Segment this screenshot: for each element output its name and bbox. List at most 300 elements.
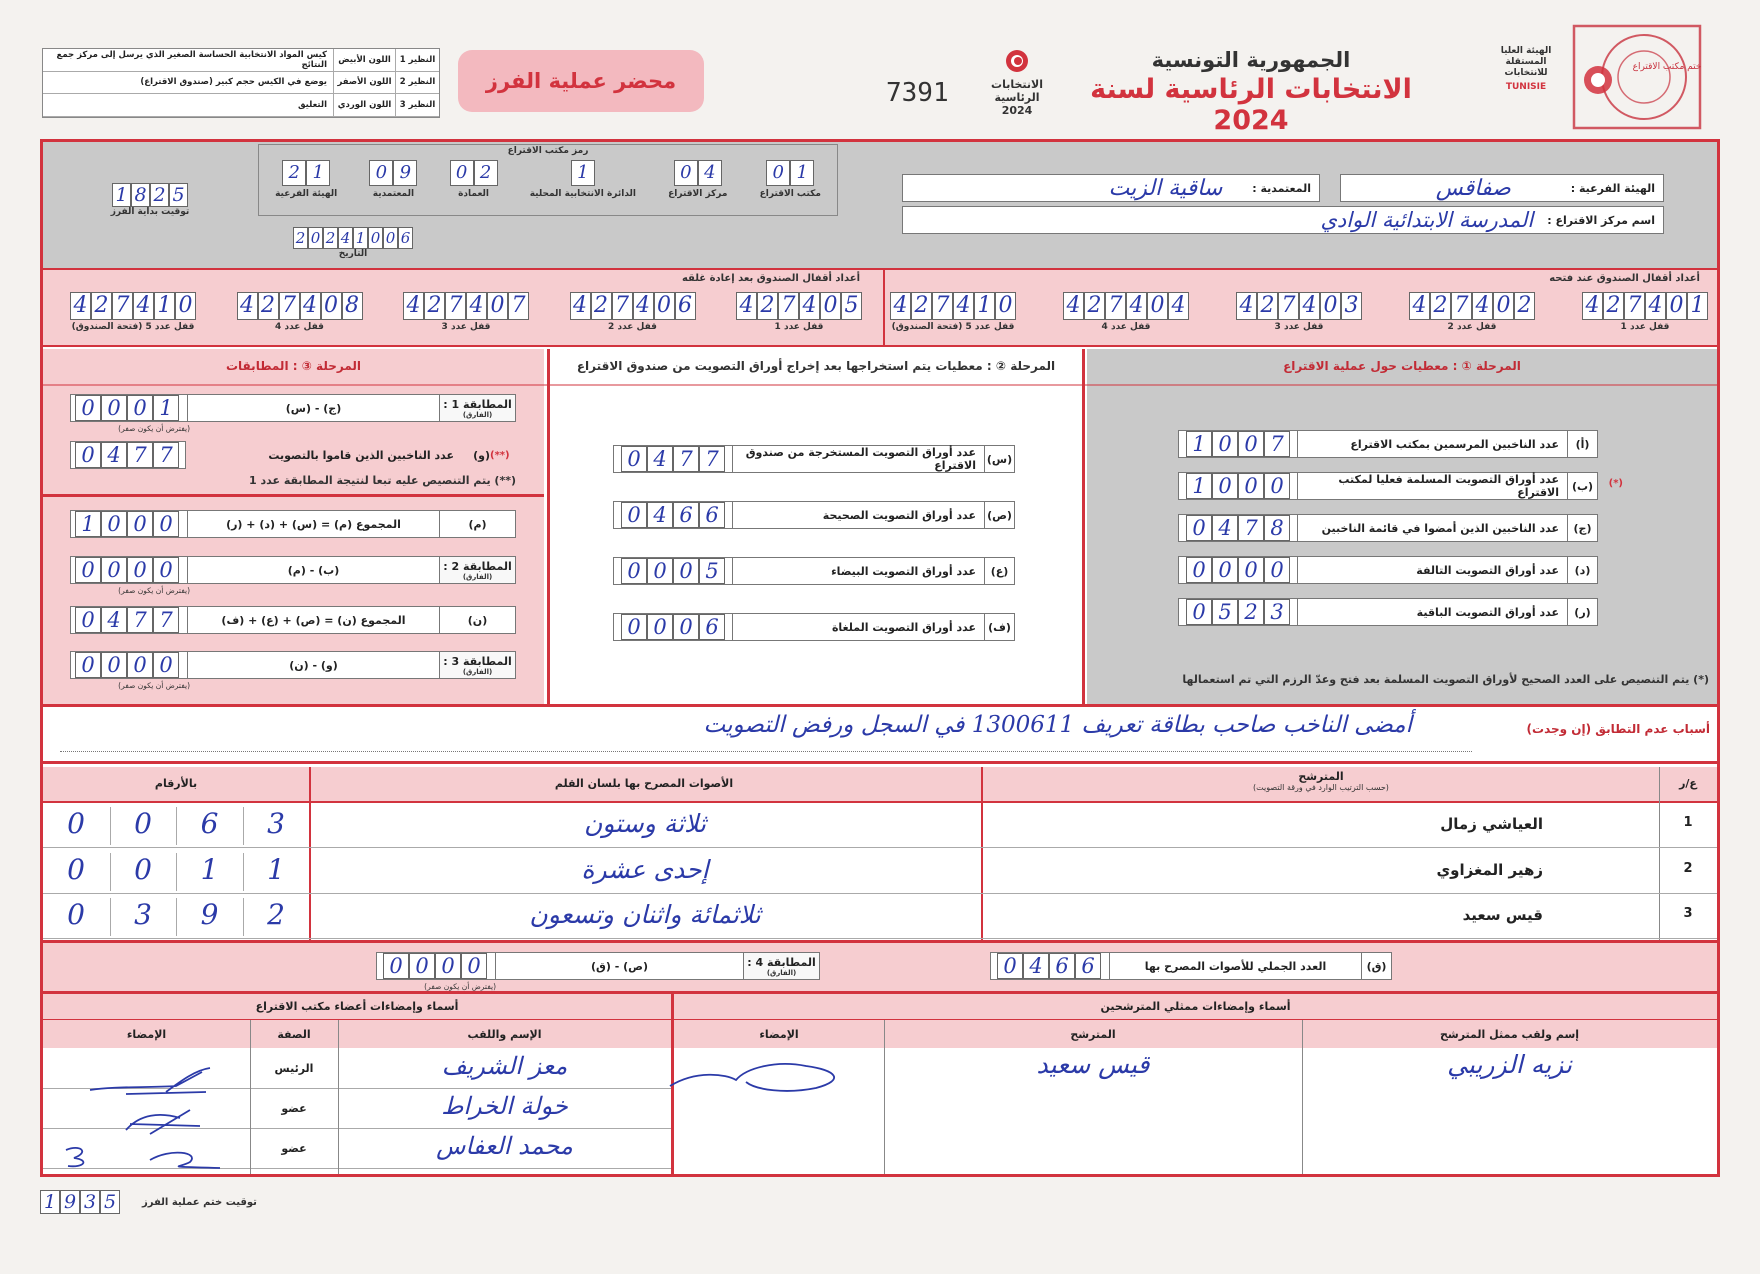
candidate-vote-digit: 3 xyxy=(110,898,176,936)
match3-formula: (و) - (ن) xyxy=(187,652,439,678)
candidate-no: 1 xyxy=(1683,815,1693,830)
match4-digit: 0 xyxy=(461,953,487,979)
lock-digit: 4 xyxy=(1645,292,1666,320)
code-digits xyxy=(668,160,727,186)
lock-digit: 3 xyxy=(1341,292,1362,320)
lock-digit: 4 xyxy=(1299,292,1320,320)
lock-digit: 4 xyxy=(1472,292,1493,320)
row-digit: 1 xyxy=(1186,473,1212,499)
isie-logo xyxy=(1496,46,1556,92)
match1-row xyxy=(70,394,516,422)
lock-digit: 1 xyxy=(974,292,995,320)
code-digit: 1 xyxy=(306,160,330,186)
lock-group xyxy=(1582,292,1708,332)
voted-row xyxy=(70,441,516,469)
candidate-votes-words: ثلاثمائة واثنان وتسعون xyxy=(529,900,761,930)
sum-n-row xyxy=(70,606,516,634)
members-col-role: الصفة xyxy=(277,1028,311,1041)
row-code: (ب) xyxy=(1567,473,1597,499)
row-digit: 0 xyxy=(673,558,699,584)
match-digit: 4 xyxy=(101,442,127,468)
stamp-text: ختم مكتب الاقتراع xyxy=(1632,62,1702,72)
stage-row xyxy=(1178,472,1623,500)
match3-row xyxy=(70,651,516,679)
lock-digit: 4 xyxy=(300,292,321,320)
code-digit: 2 xyxy=(282,160,306,186)
sum-m-digits xyxy=(71,511,187,537)
lock-group xyxy=(890,292,1016,332)
stage-row xyxy=(1178,556,1598,584)
copies-row xyxy=(43,72,439,95)
row-digit: 0 xyxy=(621,614,647,640)
rep-candidate: قيس سعيد xyxy=(1036,1050,1150,1079)
lock-digit: 7 xyxy=(1451,292,1472,320)
row-digit: 4 xyxy=(1212,515,1238,541)
lock-digit: 2 xyxy=(1257,292,1278,320)
match2-label-cell xyxy=(439,557,515,583)
lock-digit: 4 xyxy=(1582,292,1603,320)
lock-digit: 2 xyxy=(1603,292,1624,320)
total-label: العدد الجملي للأصوات المصرح بها xyxy=(1109,953,1361,979)
lock-digit: 1 xyxy=(1687,292,1708,320)
lock-digits xyxy=(736,292,862,320)
match4-formula: (ص) - (ق) xyxy=(495,953,743,979)
row-digit: 0 xyxy=(647,558,673,584)
match2-digits xyxy=(71,557,187,583)
lock-digit: 0 xyxy=(995,292,1016,320)
match3-sub: (الفارق) xyxy=(462,667,493,676)
reps-vline-2 xyxy=(884,1020,885,1174)
stage3-block xyxy=(70,394,516,698)
col-candidate-sub: (حسب الترتيب الوارد في ورقة التصويت) xyxy=(1253,783,1389,792)
candidate-name: العياشي زمال xyxy=(1440,815,1543,833)
match-digit: 0 xyxy=(127,395,153,421)
candidate-vote-digit: 9 xyxy=(176,898,242,936)
match4-digit: 0 xyxy=(383,953,409,979)
stage3-title: المرحلة ③ : المطابقات xyxy=(225,359,361,373)
lock-digit: 4 xyxy=(570,292,591,320)
end-time-block xyxy=(40,1190,257,1214)
members-title: أسماء وإمضاءات أعضاء مكتب الاقتراع xyxy=(255,1000,459,1013)
lock-digit: 7 xyxy=(508,292,529,320)
start-time-digit: 5 xyxy=(169,183,188,207)
locks-close xyxy=(70,292,862,332)
lock-digit: 4 xyxy=(466,292,487,320)
lock-digit: 5 xyxy=(841,292,862,320)
stage-row xyxy=(613,557,1015,585)
voted-label: عدد الناخبين الذين قاموا بالتصويت xyxy=(268,448,454,462)
lock-group xyxy=(1063,292,1189,332)
row-digit: 0 xyxy=(1212,473,1238,499)
stage3-divider xyxy=(43,494,544,497)
stage-row xyxy=(1178,514,1598,542)
row-code: (ف) xyxy=(984,614,1014,640)
code-group xyxy=(760,160,821,199)
row-digit: 5 xyxy=(1212,599,1238,625)
row-digits xyxy=(614,502,732,528)
lock-digit: 7 xyxy=(112,292,133,320)
rep-name: نزيه الزريبي xyxy=(1447,1050,1572,1079)
copy-color: اللون الأصفر xyxy=(333,72,395,94)
candidate-name: زهير المغزاوي xyxy=(1436,860,1543,879)
start-time-label: توقيت بداية الفرز xyxy=(110,207,190,217)
lock-group xyxy=(570,292,696,332)
center-field xyxy=(902,206,1664,234)
member-name: خولة الخراط xyxy=(441,1092,568,1120)
match-digit: 0 xyxy=(75,652,101,678)
lock-label: قفل عدد 1 xyxy=(774,322,824,332)
reps-title: أسماء وإمضاءات ممثلي المترشحين xyxy=(1100,1000,1291,1013)
lock-digit: 4 xyxy=(1409,292,1430,320)
row-mark: (*) xyxy=(1608,478,1623,489)
code-digits xyxy=(450,160,498,186)
match-digit: 0 xyxy=(153,511,179,537)
lock-digit: 2 xyxy=(1514,292,1535,320)
sum-n-label: المجموع (ن) = (ص) + (ع) + (ف) xyxy=(187,607,439,633)
row-digit: 0 xyxy=(673,614,699,640)
match-digit: 0 xyxy=(101,652,127,678)
match4-row xyxy=(376,952,820,980)
lock-group xyxy=(403,292,529,332)
row-code: (ع) xyxy=(984,558,1014,584)
col-no: ع/ر xyxy=(1679,777,1697,790)
lock-digit: 7 xyxy=(1624,292,1645,320)
match3-zero-note: (يفترض أن يكون صفر) xyxy=(118,681,190,690)
code-groups xyxy=(259,160,837,199)
match1-sub: (الفارق) xyxy=(462,410,493,419)
members-col-name: الإسم واللقب xyxy=(467,1028,542,1041)
member-role: الرئيس xyxy=(274,1062,314,1075)
lock-label: قفل عدد 3 xyxy=(1274,322,1324,332)
copies-row xyxy=(43,49,439,72)
reps-col-signature: الإمضاء xyxy=(759,1028,799,1041)
mismatch-value: أمضى الناخب صاحب بطاقة تعريف 1300611 في السجل ورفض التصويت xyxy=(60,712,1472,752)
code-group xyxy=(450,160,498,199)
candidates-table xyxy=(43,767,1717,940)
code-digits xyxy=(369,160,417,186)
lock-digits xyxy=(1582,292,1708,320)
candidate-vote-digit: 6 xyxy=(176,807,242,845)
lock-digit: 1 xyxy=(154,292,175,320)
match1-digits xyxy=(71,395,187,421)
voted-digits xyxy=(70,441,186,469)
lock-label: قفل عدد 2 xyxy=(1447,322,1497,332)
lock-digit: 6 xyxy=(675,292,696,320)
sum-m-label: المجموع (م) = (س) + (د) + (ر) xyxy=(187,511,439,537)
sum-m-code: (م) xyxy=(439,511,515,537)
lock-digit: 2 xyxy=(591,292,612,320)
center-label: اسم مركز الاقتراع : xyxy=(1547,213,1655,227)
match-digit: 0 xyxy=(127,511,153,537)
row-digit: 0 xyxy=(1212,431,1238,457)
lock-digit: 7 xyxy=(1278,292,1299,320)
row-digits xyxy=(1179,599,1297,625)
row-label: عدد أوراق التصويت الملغاة xyxy=(732,614,984,640)
date-digit: 0 xyxy=(383,227,398,249)
match-digit: 0 xyxy=(75,395,101,421)
lock-label: قفل عدد 4 xyxy=(275,322,324,332)
total-digits xyxy=(991,953,1109,979)
locks-open-title: أعداد أقفال الصندوق عند فتحه xyxy=(1549,273,1700,284)
member-role: عضو xyxy=(281,1142,307,1155)
match-digit: 0 xyxy=(75,557,101,583)
row-digits xyxy=(1179,515,1297,541)
lock-digits xyxy=(890,292,1016,320)
stage-row xyxy=(613,501,1015,529)
election-title: الانتخابات الرئاسية لسنة 2024 xyxy=(1090,74,1412,136)
date-digit: 0 xyxy=(308,227,323,249)
code-digit: 0 xyxy=(766,160,790,186)
row-label: عدد الناخبين المرسمين بمكتب الاقتراع xyxy=(1297,431,1567,457)
row-label: عدد أوراق التصويت المستخرجة من صندوق الاقتراع xyxy=(732,446,984,472)
row-digit: 6 xyxy=(673,502,699,528)
stage1-note: (*) يتم التنصيص على العدد الصحيح لأوراق التصويت المسلمة بعد فتح وعدّ الرزم التي تم استعمالها xyxy=(1182,673,1709,686)
members-vline-2 xyxy=(250,1020,251,1174)
lock-digit: 7 xyxy=(445,292,466,320)
match-digit: 1 xyxy=(75,511,101,537)
row-digit: 0 xyxy=(1186,557,1212,583)
lock-digit: 4 xyxy=(633,292,654,320)
stage-row xyxy=(1178,598,1598,626)
lock-digit: 0 xyxy=(321,292,342,320)
code-digit: 4 xyxy=(698,160,722,186)
code-digit: 9 xyxy=(393,160,417,186)
code-digit: 0 xyxy=(450,160,474,186)
code-digits xyxy=(530,160,636,186)
end-time-digit: 1 xyxy=(40,1190,60,1214)
lock-digit: 7 xyxy=(279,292,300,320)
code-label: الدائرة الانتخابية المحلية xyxy=(529,189,636,199)
row-digits xyxy=(614,558,732,584)
signature-member-3 xyxy=(60,1138,240,1174)
reps-vline-1 xyxy=(1302,1020,1303,1174)
lock-digit: 2 xyxy=(258,292,279,320)
code-digit: 2 xyxy=(474,160,498,186)
row-label: عدد أوراق التصويت التالفة xyxy=(1297,557,1567,583)
lock-digit: 0 xyxy=(1147,292,1168,320)
match1-zero-note: (يفترض أن يكون صفر) xyxy=(118,424,190,433)
lock-label: قفل عدد 4 xyxy=(1101,322,1151,332)
signature-rep-1 xyxy=(666,1050,856,1096)
code-label: العمادة xyxy=(458,189,489,199)
candidate-vote-digit: 2 xyxy=(243,898,309,936)
code-label: الهيئة الفرعية xyxy=(275,189,338,199)
row-digit: 0 xyxy=(621,446,647,472)
match-digit: 0 xyxy=(127,557,153,583)
lock-label: قفل عدد 5 (فتحة الصندوق) xyxy=(891,322,1015,332)
candidate-row xyxy=(43,894,1717,939)
lock-digit: 7 xyxy=(932,292,953,320)
match2-row xyxy=(70,556,516,584)
delegation-label: المعتمدية : xyxy=(1252,181,1311,195)
match-digit: 0 xyxy=(153,652,179,678)
lock-digit: 0 xyxy=(487,292,508,320)
start-time-digit: 2 xyxy=(150,183,169,207)
candidate-name: قيس سعيد xyxy=(1462,906,1543,925)
lock-digit: 4 xyxy=(799,292,820,320)
row-code: (ر) xyxy=(1567,599,1597,625)
copy-number: النظير 2 xyxy=(395,72,439,94)
match4-label: المطابقة 4 : xyxy=(747,955,816,969)
lock-label: قفل عدد 1 xyxy=(1620,322,1670,332)
lock-digits xyxy=(1236,292,1362,320)
candidate-votes-words: إحدى عشرة xyxy=(581,854,709,884)
lock-digit: 2 xyxy=(1084,292,1105,320)
stage-header-line xyxy=(43,384,1717,386)
lock-digit: 7 xyxy=(612,292,633,320)
start-time-digit: 1 xyxy=(112,183,131,207)
lock-digit: 4 xyxy=(1168,292,1189,320)
row-digit: 0 xyxy=(1186,599,1212,625)
lock-group xyxy=(237,292,363,332)
total-digit: 4 xyxy=(1023,953,1049,979)
start-time-digit: 8 xyxy=(131,183,150,207)
candidate-vote-digit: 0 xyxy=(67,807,85,840)
lock-digit: 4 xyxy=(953,292,974,320)
lock-digits xyxy=(237,292,363,320)
stage-row xyxy=(613,613,1015,641)
signature-member-1 xyxy=(86,1064,216,1100)
sum-n-digits xyxy=(71,607,187,633)
row-digit: 0 xyxy=(1264,473,1290,499)
lock-digit: 2 xyxy=(911,292,932,320)
col-candidate-label: المترشح xyxy=(1298,770,1344,783)
form-number: 7391 xyxy=(886,78,949,108)
row-digit: 6 xyxy=(699,502,725,528)
match4-label-cell xyxy=(743,953,819,979)
lock-digit: 4 xyxy=(1236,292,1257,320)
col-words: الأصوات المصرح بها بلسان القلم xyxy=(554,777,734,790)
lock-digit: 0 xyxy=(175,292,196,320)
totals-section xyxy=(43,940,1717,994)
lock-group xyxy=(70,292,196,332)
end-time-digits xyxy=(40,1190,120,1214)
row-code: (ج) xyxy=(1567,515,1597,541)
code-digits xyxy=(760,160,821,186)
lock-digit: 7 xyxy=(1105,292,1126,320)
code-digit: 0 xyxy=(369,160,393,186)
start-time-digits xyxy=(106,183,194,207)
match-digit: 0 xyxy=(75,442,101,468)
members-vline-1 xyxy=(338,1020,339,1174)
copy-destination: كيس المواد الانتخابية الحساسة الصغير الذي يرسل إلى مركز جمع النتائج xyxy=(56,49,327,70)
stamp-icon xyxy=(1566,22,1708,132)
minutes-title-box xyxy=(458,50,704,112)
match-digit: 4 xyxy=(101,607,127,633)
code-label: المعتمدية xyxy=(372,189,415,199)
match-digit: 0 xyxy=(75,607,101,633)
voted-mark: (**) xyxy=(490,449,510,461)
reps-col-name: إسم ولقب ممثل المترشح xyxy=(1439,1028,1580,1041)
sum-m-row xyxy=(70,510,516,538)
code-digits xyxy=(275,160,337,186)
regional-field xyxy=(1340,174,1664,202)
date-digit: 1 xyxy=(353,227,368,249)
code-digit: 0 xyxy=(674,160,698,186)
row-digit: 0 xyxy=(621,558,647,584)
total-digit: 6 xyxy=(1049,953,1075,979)
minutes-title: محضر عملية الفرز xyxy=(485,69,677,93)
code-digit: 1 xyxy=(790,160,814,186)
row-digits xyxy=(614,446,732,472)
match1-label-cell xyxy=(439,395,515,421)
lock-digit: 0 xyxy=(1493,292,1514,320)
match4-zero-note: (يفترض أن يكون صفر) xyxy=(424,982,496,991)
row-code: (أ) xyxy=(1567,431,1597,457)
lock-digit: 7 xyxy=(778,292,799,320)
row-digit: 0 xyxy=(1238,557,1264,583)
lock-group xyxy=(1409,292,1535,332)
lock-digits xyxy=(70,292,196,320)
candidate-row xyxy=(43,803,1717,848)
match-digit: 0 xyxy=(153,557,179,583)
row-label: عدد أوراق التصويت البيضاء xyxy=(732,558,984,584)
lock-label: قفل عدد 2 xyxy=(608,322,657,332)
lock-digit: 2 xyxy=(1430,292,1451,320)
copy-number: النظير 1 xyxy=(395,49,439,71)
row-digit: 7 xyxy=(1238,515,1264,541)
start-time-block xyxy=(106,183,194,217)
locks-close-title: أعداد أقفال الصندوق بعد إعادة غلقه xyxy=(681,273,860,284)
lock-digit: 4 xyxy=(1063,292,1084,320)
row-digit: 6 xyxy=(699,614,725,640)
member-name: معز الشريف xyxy=(441,1052,568,1080)
end-time-digit: 3 xyxy=(80,1190,100,1214)
row-digit: 0 xyxy=(1212,557,1238,583)
match3-digits xyxy=(71,652,187,678)
reps-col-candidate: المترشح xyxy=(1070,1028,1116,1041)
center-value: المدرسة الابتدائية الوادي xyxy=(1320,208,1534,232)
row-digit: 7 xyxy=(673,446,699,472)
code-label: مركز الاقتراع xyxy=(668,189,728,199)
stage-row xyxy=(1178,430,1598,458)
match2-zero-note: (يفترض أن يكون صفر) xyxy=(118,586,190,595)
copy-destination: التعليق xyxy=(298,100,327,111)
match3-label: المطابقة 3 : xyxy=(443,654,512,668)
election-logo xyxy=(986,48,1048,124)
lock-label: قفل عدد 3 xyxy=(441,322,491,332)
code-digit: 1 xyxy=(571,160,595,186)
match-digit: 7 xyxy=(153,607,179,633)
logo-text: الانتخابات الرئاسية 2024 xyxy=(991,78,1043,117)
row-digit: 1 xyxy=(1186,431,1212,457)
date-digit: 0 xyxy=(368,227,383,249)
end-time-digit: 5 xyxy=(100,1190,120,1214)
match1-formula: (ج) - (س) xyxy=(187,395,439,421)
match4-sub: (الفارق) xyxy=(766,968,797,977)
code-title: رمز مكتب الاقتراع xyxy=(507,146,589,156)
stage-row xyxy=(613,445,1015,473)
row-label: عدد أوراق التصويت المسلمة فعليا لمكتب الاقتراع xyxy=(1297,473,1567,499)
date-digit: 6 xyxy=(398,227,413,249)
match2-label: المطابقة 2 : xyxy=(443,559,512,573)
match-digit: 7 xyxy=(127,607,153,633)
locks-open xyxy=(890,292,1708,332)
row-digit: 7 xyxy=(699,446,725,472)
col-candidate xyxy=(983,770,1659,792)
row-label: عدد الناخبين الذين أمضوا في قائمة الناخبين xyxy=(1297,515,1567,541)
stage1-title: المرحلة ① : معطيات حول عملية الاقتراع xyxy=(1283,359,1521,373)
copy-color: اللون الأبيض xyxy=(333,49,395,71)
mismatch-label: أسباب عدم التطابق (إن وجدت) xyxy=(1526,722,1710,736)
voted-code: (و) xyxy=(473,448,490,462)
republic-title: الجمهورية التونسية xyxy=(1151,48,1351,72)
title-block xyxy=(1062,48,1440,136)
lock-digit: 4 xyxy=(237,292,258,320)
members-col-signature: الإمضاء xyxy=(126,1028,167,1041)
date-label: التاريخ xyxy=(338,249,368,259)
regional-value: صفاقس xyxy=(1435,175,1511,201)
